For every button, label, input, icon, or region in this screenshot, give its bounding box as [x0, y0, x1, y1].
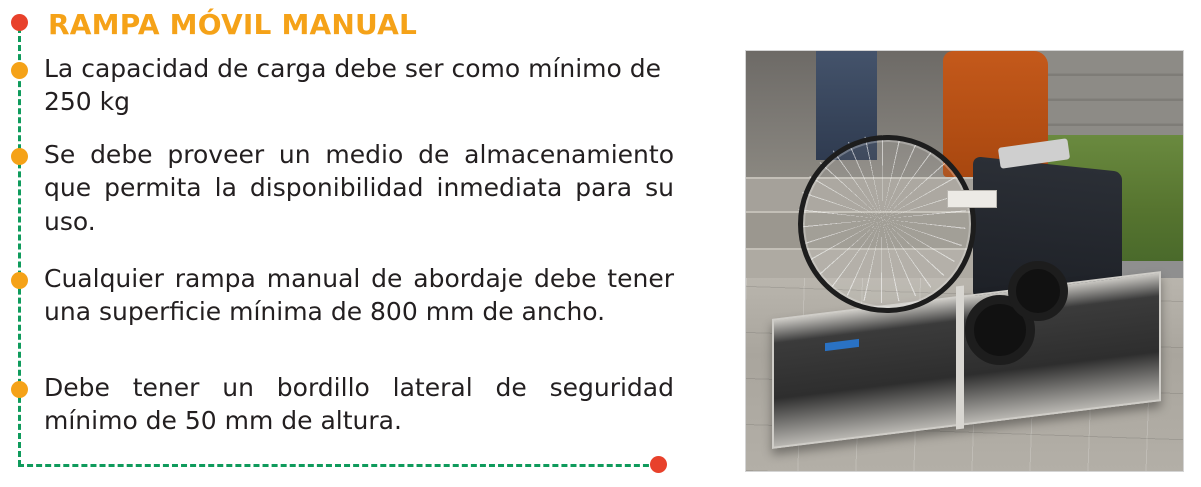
page-title: RAMPA MÓVIL MANUAL — [48, 8, 418, 41]
bullet-text-4: Debe tener un bordillo lateral de seguridad mínimo de 50 mm de altura. — [44, 373, 674, 436]
title-bullet-dot-icon — [11, 14, 28, 31]
photo-ramp-label — [947, 190, 997, 208]
bullet-text-2: Se debe proveer un medio de almacenamiento que permita la disponibilidad inmediata para su uso. — [44, 140, 674, 236]
photo-ramp-center-joint — [956, 286, 964, 430]
ramp-photo — [745, 50, 1184, 472]
bullet-dot-icon-2 — [11, 148, 28, 165]
bottom-dashed-rail — [18, 464, 658, 467]
bullet-dot-icon-3 — [11, 272, 28, 289]
bullet-dot-icon-1 — [11, 62, 28, 79]
bullet-dot-icon-4 — [11, 381, 28, 398]
photo-wheelchair-big-wheel — [798, 135, 976, 313]
rail-end-dot-icon — [650, 456, 667, 473]
vertical-dashed-rail — [18, 18, 21, 466]
photo-wheelchair-caster-rear — [1008, 261, 1068, 321]
bullet-text-1: La capacidad de carga debe ser como mínimo de 250 kg — [44, 54, 662, 117]
bullet-text-3: Cualquier rampa manual de abordaje debe tener una superficie mínima de 800 mm de ancho. — [44, 264, 674, 327]
